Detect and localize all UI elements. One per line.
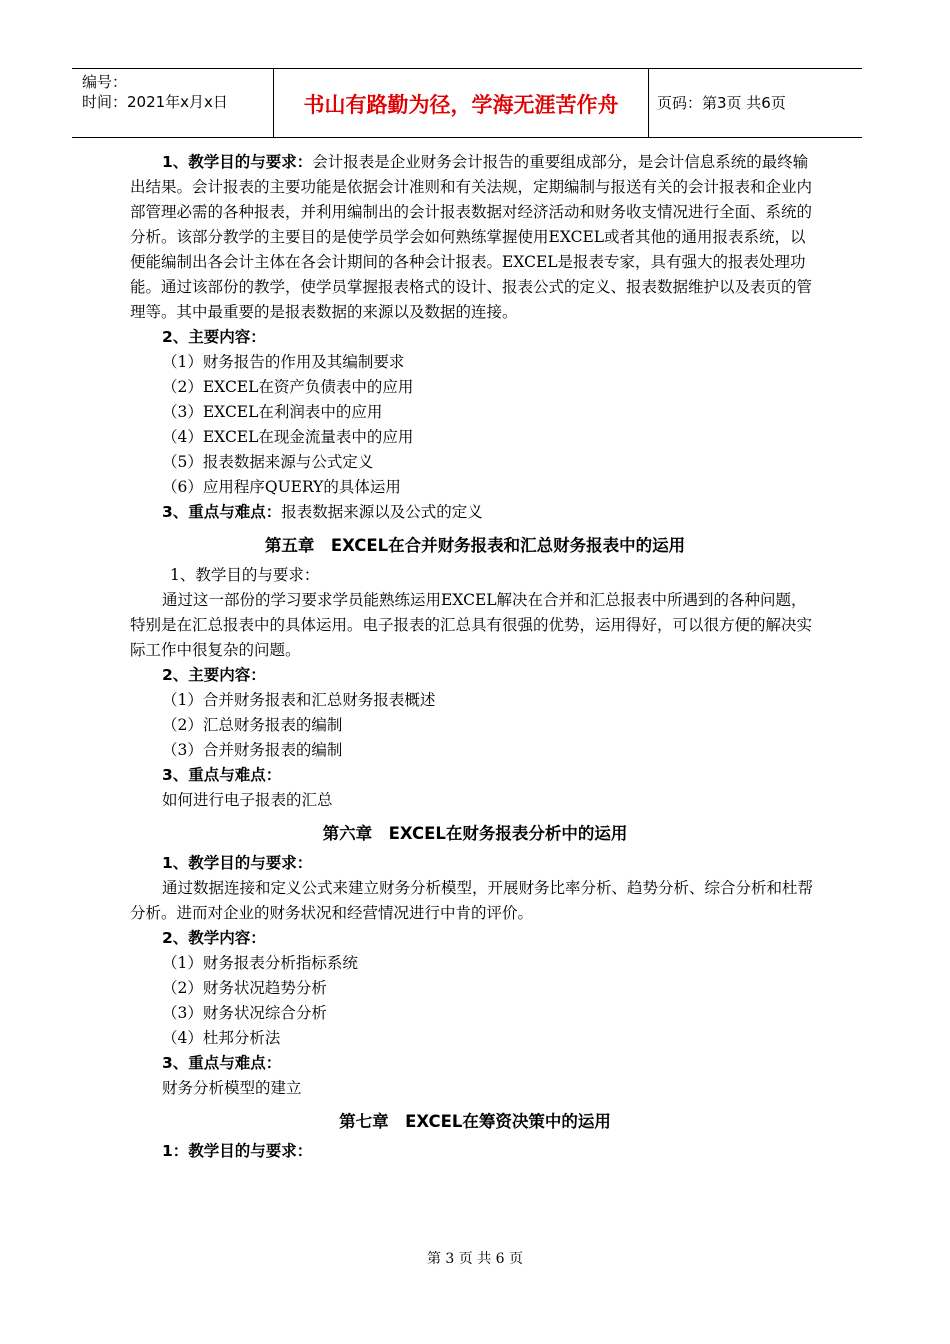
date-label: 时间：2021年x月x日	[82, 93, 228, 111]
list-item: （3）EXCEL在利润表中的应用	[162, 403, 383, 421]
page-footer: 第 3 页 共 6 页	[426, 1251, 524, 1267]
section4-goal-label: 1、教学目的与要求：	[162, 153, 313, 171]
list-item: （2）财务状况趋势分析	[162, 979, 327, 997]
list-item: （5）报表数据来源与公式定义	[162, 453, 374, 471]
header-left-cell	[72, 69, 274, 137]
chapter7-goal-label: 1：教学目的与要求：	[162, 1142, 313, 1160]
chapter6-goal-text: 通过数据连接和定义公式来建立财务分析模型，开展财务比率分析、趋势分析、综合分析和杜帮分析。进而对企业的财务状况和经营情况进行中肯的评价。	[130, 879, 814, 922]
list-item: （2）汇总财务报表的编制	[162, 716, 343, 734]
list-item: （6）应用程序QUERY的具体运用	[162, 478, 401, 496]
chapter7-title: 第七章 EXCEL在筹资决策中的运用	[339, 1112, 611, 1131]
section4-key-paragraph	[130, 500, 820, 525]
section4-goal-paragraph	[130, 150, 820, 325]
chapter6-title: 第六章 EXCEL在财务报表分析中的运用	[322, 824, 628, 843]
list-item: （3）财务状况综合分析	[162, 1004, 327, 1022]
section4-key-text: 报表数据来源以及公式的定义	[281, 503, 483, 521]
chapter5-goal-text: 通过这一部份的学习要求学员能熟练运用EXCEL解决在合并和汇总报表中所遇到的各种问题，特别是在汇总报表中的具体运用。电子报表的汇总具有很强的优势，运用得好，可以很方便的解决实际工作中很复杂的问题。	[130, 591, 813, 659]
list-item: （2）EXCEL在资产负债表中的应用	[162, 378, 414, 396]
list-item: （4）杜邦分析法	[162, 1029, 281, 1047]
header-motto: 书山有路勤为径，学海无涯苦作舟	[303, 93, 619, 117]
chapter5-content-label: 2、主要内容：	[162, 666, 266, 684]
page-header	[72, 68, 862, 138]
chapter6-content-label: 2、教学内容：	[162, 929, 266, 947]
chapter6-key-label: 3、重点与难点：	[162, 1054, 282, 1072]
document-body	[130, 150, 820, 1164]
header-motto-cell	[274, 69, 649, 137]
list-item: （1）合并财务报表和汇总财务报表概述	[162, 691, 436, 709]
chapter5-key-label: 3、重点与难点：	[162, 766, 282, 784]
chapter5-key-text: 如何进行电子报表的汇总	[162, 791, 333, 809]
chapter5-title: 第五章 EXCEL在合并财务报表和汇总财务报表中的运用	[264, 536, 686, 555]
number-label: 编号：	[82, 73, 128, 91]
chapter6-goal-label: 1、教学目的与要求：	[162, 854, 313, 872]
chapter5-goal-label: 1、教学目的与要求：	[170, 566, 320, 584]
section4-goal-text: 会计报表是企业财务会计报告的重要组成部分，是会计信息系统的最终输出结果。会计报表的主要功能是依据会计准则和有关法规，定期编制与报送有关的会计报表和企业内部管理必需的各种报表，并利用编制出的会计报表数据对经济活动和财务收支情况进行全面、系统的分析。该部分教学的主要目的是使学员学会如何熟练掌握使用EXCEL或者其他的通用报表系统，以便能编制出各会计主体在各会计期间的各种会计报表。EXCEL是报表专家，具有强大的报表处理功能。通过该部份的教学，使学员掌握报表格式的设计、报表公式的定义、报表数据维护以及表页的管理等。其中最重要的是报表数据的来源以及数据的连接。	[130, 153, 813, 321]
list-item: （1）财务报告的作用及其编制要求	[162, 353, 405, 371]
chapter6-key-text: 财务分析模型的建立	[162, 1079, 302, 1097]
header-page-label: 页码：第3页 共6页	[657, 94, 786, 112]
list-item: （4）EXCEL在现金流量表中的应用	[162, 428, 414, 446]
header-page-cell	[649, 69, 862, 137]
list-item: （1）财务报表分析指标系统	[162, 954, 358, 972]
list-item: （3）合并财务报表的编制	[162, 741, 343, 759]
section4-content-label: 2、主要内容：	[162, 328, 266, 346]
section4-key-label: 3、重点与难点：	[162, 503, 282, 521]
